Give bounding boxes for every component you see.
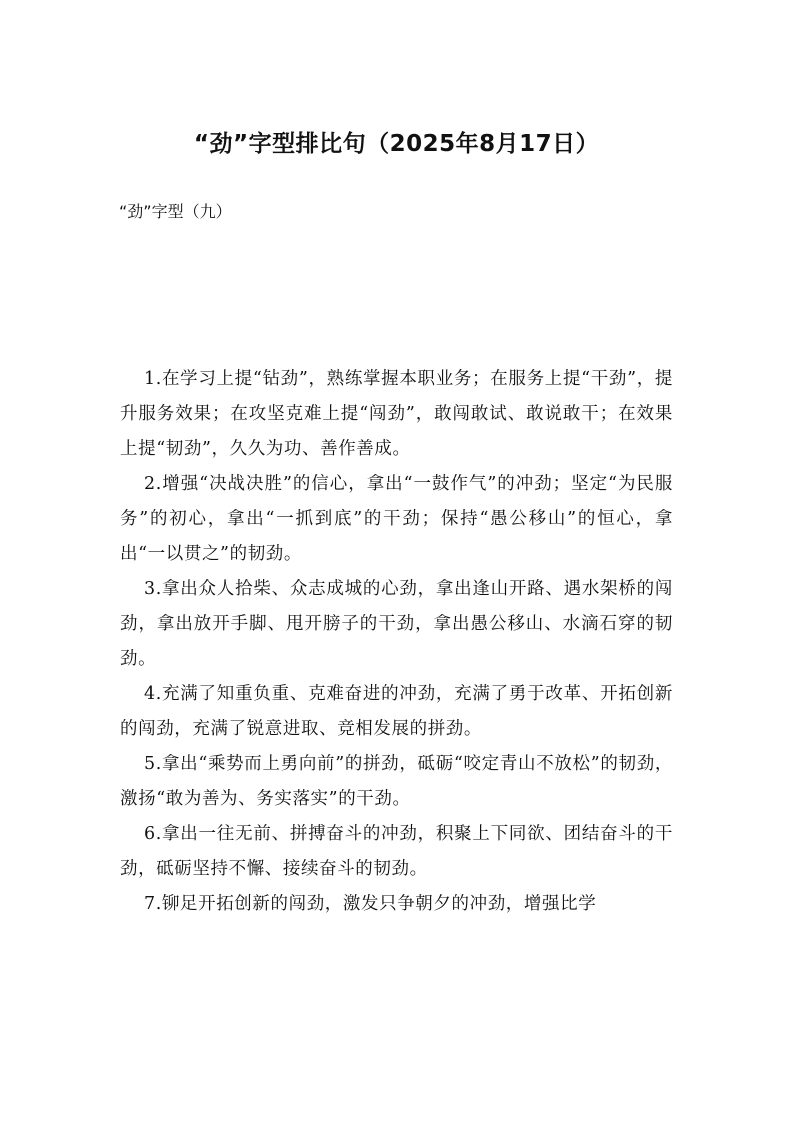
paragraph-2: 2.增强“决战决胜”的信心，拿出“一鼓作气”的冲劲；坚定“为民服务”的初心，拿出“一抓到底”的干劲；保持“愚公移山”的恒心，拿出“一以贯之”的韧劲。 — [120, 474, 673, 564]
document-subtitle: “劲”字型（九） — [119, 202, 232, 221]
paragraph-1: 1.在学习上提“钻劲”，熟练掌握本职业务；在服务上提“干劲”，提升服务效果；在攻坚克难上提“闯劲”，敢闯敢试、敢说敢干；在效果上提“韧劲”，久久为功、善作善成。 — [120, 369, 673, 459]
paragraph-3: 3.拿出众人拾柴、众志成城的心劲，拿出逢山开路、遇水架桥的闯劲，拿出放开手脚、甩开膀子的干劲，拿出愚公移山、水滴石穿的韧劲。 — [120, 579, 673, 669]
document-body — [120, 362, 673, 922]
document-title: “劲”字型排比句（2025年8月17日） — [193, 131, 600, 157]
paragraph-7: 7.铆足开拓创新的闯劲，激发只争朝夕的冲劲，增强比学 — [144, 894, 597, 914]
paragraph-5: 5.拿出“乘势而上勇向前”的拼劲，砥砺“咬定青山不放松”的韧劲，激扬“敢为善为、务实落实”的干劲。 — [120, 754, 673, 809]
paragraph-4: 4.充满了知重负重、克难奋进的冲劲，充满了勇于改革、开拓创新的闯劲，充满了锐意进取、竞相发展的拼劲。 — [120, 684, 673, 739]
paragraph-6: 6.拿出一往无前、拼搏奋斗的冲劲，积聚上下同欲、团结奋斗的干劲，砥砺坚持不懈、接续奋斗的韧劲。 — [120, 824, 673, 879]
